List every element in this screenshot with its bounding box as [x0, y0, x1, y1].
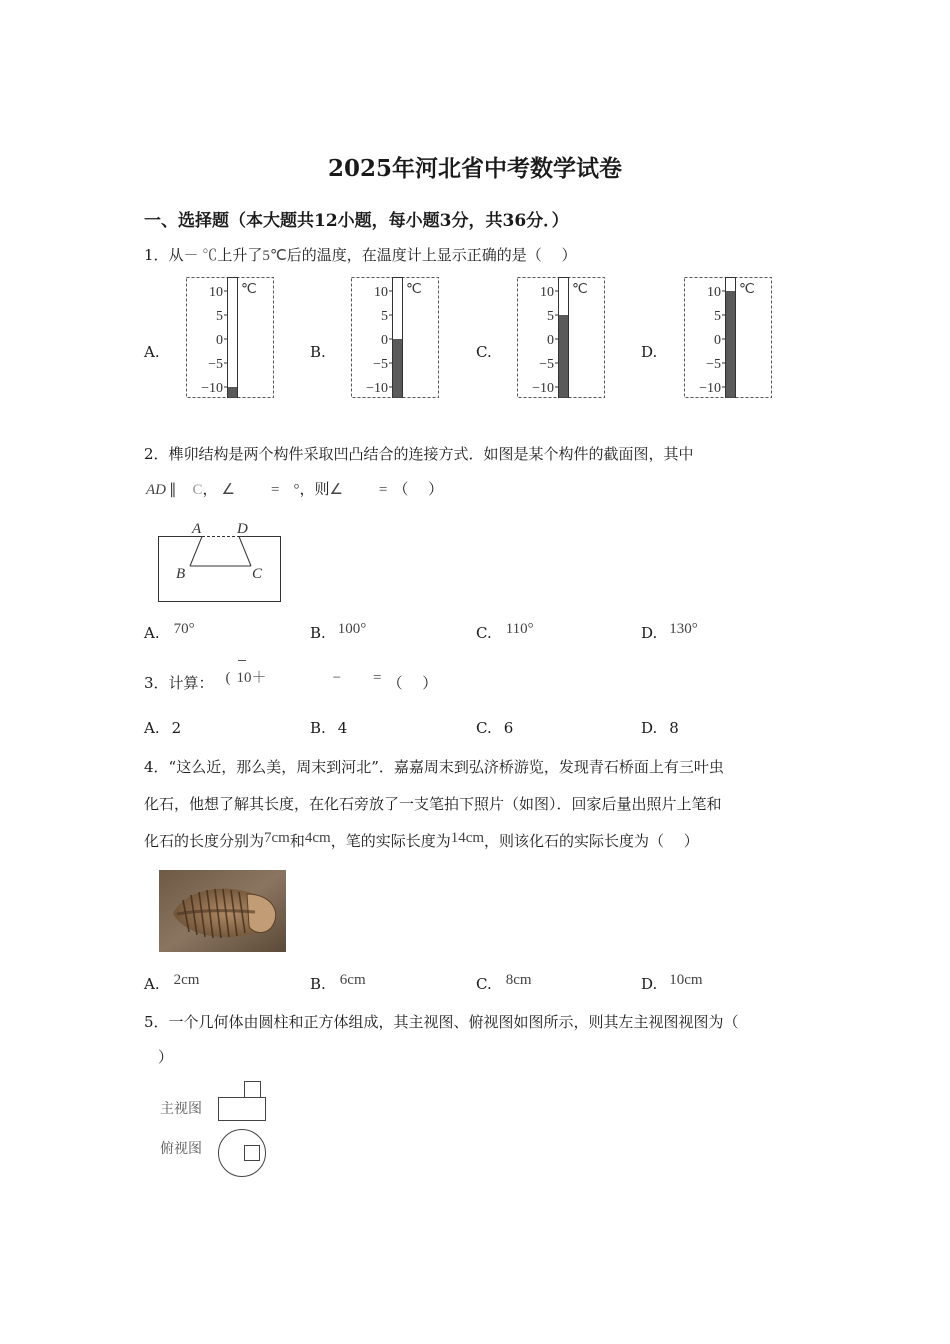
- q3-prefix: 3．计算：: [144, 674, 214, 692]
- q4-math-14cm: 14cm: [450, 830, 485, 846]
- q1-option-b-letter: B.: [310, 343, 326, 361]
- q2-math-ad: AD: [146, 482, 166, 498]
- q2-option-b-value: 100°: [337, 621, 367, 637]
- q4-option-d-value: 10cm: [669, 972, 703, 988]
- q3-math-sqrt-term: 10＋: [236, 670, 267, 686]
- thermometer-tick-label: 0: [547, 333, 554, 348]
- q1-math-rise: 5℃: [262, 248, 287, 264]
- thermometer-fill: [393, 339, 402, 398]
- q4-l3-a: 化石的长度分别为: [144, 832, 265, 850]
- thermometer-tick-label: 0: [714, 333, 721, 348]
- q4-option-a-letter: A.: [144, 975, 160, 993]
- q2-option-d-value: 130°: [669, 621, 698, 637]
- thermometer-tick-label: −5: [539, 357, 554, 372]
- question-4-line-3: [144, 830, 699, 851]
- thermometer-unit-label: ℃: [739, 282, 755, 297]
- thermometer-tick-label: 10: [540, 285, 554, 300]
- question-4-line-2: 化石，他想了解其长度，在化石旁放了一支笔拍下照片（如图）．回家后量出照片上笔和: [144, 795, 722, 813]
- q3-option-b-value: 4: [337, 719, 348, 737]
- q1-math-start-temp: － ℃: [183, 248, 218, 264]
- q4-option-b: [310, 972, 366, 994]
- thermometer-tick-label: −5: [208, 357, 223, 372]
- figure-edge-cd: [239, 537, 251, 567]
- thermometer-tick-label: 0: [381, 333, 388, 348]
- thermometer-tick-label: 5: [381, 309, 388, 324]
- figure-label-b: B: [176, 566, 186, 582]
- thermometer-option-a: [186, 277, 274, 398]
- q3-option-c-letter: C.: [476, 719, 492, 737]
- question-3-text: [144, 672, 437, 693]
- thermometer-option-b: [351, 277, 439, 398]
- q1-suffix: 后的温度，在温度计上显示正确的是（ ）: [286, 246, 577, 264]
- q2-math-eq-2: =: [378, 482, 388, 498]
- thermometer-unit-label: ℃: [241, 282, 257, 297]
- q3-option-a-letter: A.: [144, 719, 160, 737]
- thermometer-tick-label: −10: [532, 381, 554, 396]
- thermometer-tick-label: −5: [706, 357, 721, 372]
- three-view-figure: [158, 1076, 278, 1180]
- q2-math-angle-1: ∠: [221, 482, 235, 498]
- page-title: 2025年河北省中考数学试卷: [327, 155, 622, 182]
- question-2-line-2: [146, 478, 443, 499]
- q4-l3-c: ，笔的实际长度为: [330, 832, 451, 850]
- q4-option-c: [476, 972, 532, 994]
- q2-option-b: [310, 621, 367, 643]
- q2-option-c-value: 110°: [505, 621, 534, 637]
- q4-option-b-value: 6cm: [339, 972, 366, 988]
- q4-l3-b: 和: [289, 832, 305, 850]
- thermometer-option-c: [517, 277, 605, 398]
- q3-math-open: (: [225, 670, 231, 686]
- thermometer-tick-label: −10: [699, 381, 721, 396]
- thermometer-tick-label: 10: [707, 285, 721, 300]
- question-5-line-2: ）: [158, 1048, 174, 1066]
- q1-mid: 上升了: [217, 246, 263, 264]
- question-1-text: [144, 244, 576, 265]
- q3-option-c: [476, 719, 513, 737]
- top-view-circle: [219, 1130, 266, 1177]
- q2-option-c-letter: C.: [476, 624, 492, 642]
- thermometer-tick-label: 10: [374, 285, 388, 300]
- q1-option-a-letter: A.: [144, 343, 160, 361]
- question-2-line-1: 2．榫卯结构是两个构件采取凹凸结合的连接方式．如图是某个构件的截面图，其中: [144, 445, 694, 463]
- q2-option-a: [144, 621, 195, 643]
- figure-label-a: A: [192, 521, 202, 537]
- q3-option-a-value: 2: [171, 719, 182, 737]
- q4-option-c-value: 8cm: [505, 972, 532, 988]
- q3-paren: （ ）: [387, 674, 438, 692]
- q2-math-eq-1: =: [270, 482, 280, 498]
- front-view-small-square: [245, 1082, 261, 1098]
- q3-option-d-letter: D.: [641, 719, 658, 737]
- section-heading: 一、选择题（本大题共12小题，每小题3分，共36分．）: [144, 211, 569, 231]
- thermometer-unit-label: ℃: [406, 282, 422, 297]
- q1-option-d-letter: D.: [641, 343, 658, 361]
- front-view-cylinder-rect: [219, 1098, 266, 1121]
- thermometer-tick-label: −5: [373, 357, 388, 372]
- q2-option-d: [641, 621, 698, 643]
- q4-option-a-value: 2cm: [173, 972, 200, 988]
- q4-option-d-letter: D.: [641, 975, 658, 993]
- thermometer-fill: [559, 315, 568, 398]
- top-view-label: 俯视图: [160, 1141, 202, 1157]
- question-4-line-1: 4．“这么近，那么美，周末到河北”．嘉嘉周末到弘济桥游览，发现青石桥面上有三叶虫: [144, 758, 724, 776]
- q1-prefix: 1．从: [144, 246, 184, 264]
- thermometer-tube: [228, 278, 238, 398]
- q3-sqrt-bar: [238, 660, 246, 661]
- thermometer-fill: [228, 387, 237, 398]
- thermometer-tick-label: 10: [209, 285, 223, 300]
- q3-option-c-value: 6: [503, 719, 514, 737]
- q2-option-a-value: 70°: [173, 621, 195, 637]
- q4-option-c-letter: C.: [476, 975, 492, 993]
- q4-option-b-letter: B.: [310, 975, 326, 993]
- q2-paren: （ ）: [393, 480, 444, 498]
- mortise-cross-section-figure: [146, 516, 286, 606]
- q4-math-7cm: 7cm: [264, 830, 290, 846]
- thermometer-tick-label: 5: [547, 309, 554, 324]
- thermometer-option-d: [684, 277, 772, 398]
- q3-option-d-value: 8: [669, 719, 679, 737]
- q4-math-4cm: 4cm: [304, 830, 331, 846]
- q3-option-d: [641, 719, 679, 737]
- q2-comma: ，: [202, 480, 218, 498]
- q2-math-angle-2: ∠: [329, 482, 343, 498]
- q4-l3-d: ，则该化石的实际长度为（ ）: [484, 832, 699, 850]
- q4-option-a: [144, 972, 200, 994]
- q2-math-c: C: [192, 482, 203, 498]
- q4-option-d: [641, 972, 703, 994]
- q2-option-c: [476, 621, 534, 643]
- q2-math-degree: °: [293, 482, 300, 498]
- q3-math-equals: =: [373, 670, 382, 686]
- thermometer-unit-label: ℃: [572, 282, 588, 297]
- thermometer-tick-label: 5: [714, 309, 721, 324]
- q3-option-b: [310, 719, 347, 737]
- q3-option-b-letter: B.: [310, 719, 326, 737]
- q2-mid: ，则: [299, 480, 330, 498]
- q2-option-b-letter: B.: [310, 624, 326, 642]
- q2-option-d-letter: D.: [641, 624, 658, 642]
- thermometer-tick-label: −10: [366, 381, 388, 396]
- q3-option-a: [144, 719, 181, 737]
- thermometer-fill: [726, 291, 735, 398]
- front-view-label: 主视图: [160, 1101, 202, 1117]
- q1-option-c-letter: C.: [476, 343, 492, 361]
- thermometer-tick-label: −10: [201, 381, 223, 396]
- figure-label-d: D: [237, 521, 248, 537]
- thermometer-tick-label: 0: [216, 333, 223, 348]
- top-view-square: [245, 1146, 260, 1161]
- trilobite-fossil-photo: [159, 870, 286, 952]
- thermometer-tick-label: 5: [216, 309, 223, 324]
- q2-option-a-letter: A.: [144, 624, 160, 642]
- q2-math-parallel: ∥: [169, 482, 177, 498]
- q3-math-minus: −: [332, 670, 342, 686]
- figure-label-c: C: [252, 566, 263, 582]
- figure-edge-ab: [190, 537, 202, 567]
- question-5-line-1: 5．一个几何体由圆柱和正方体组成，其主视图、俯视图如图所示，则其左主视图视图为（: [144, 1013, 739, 1031]
